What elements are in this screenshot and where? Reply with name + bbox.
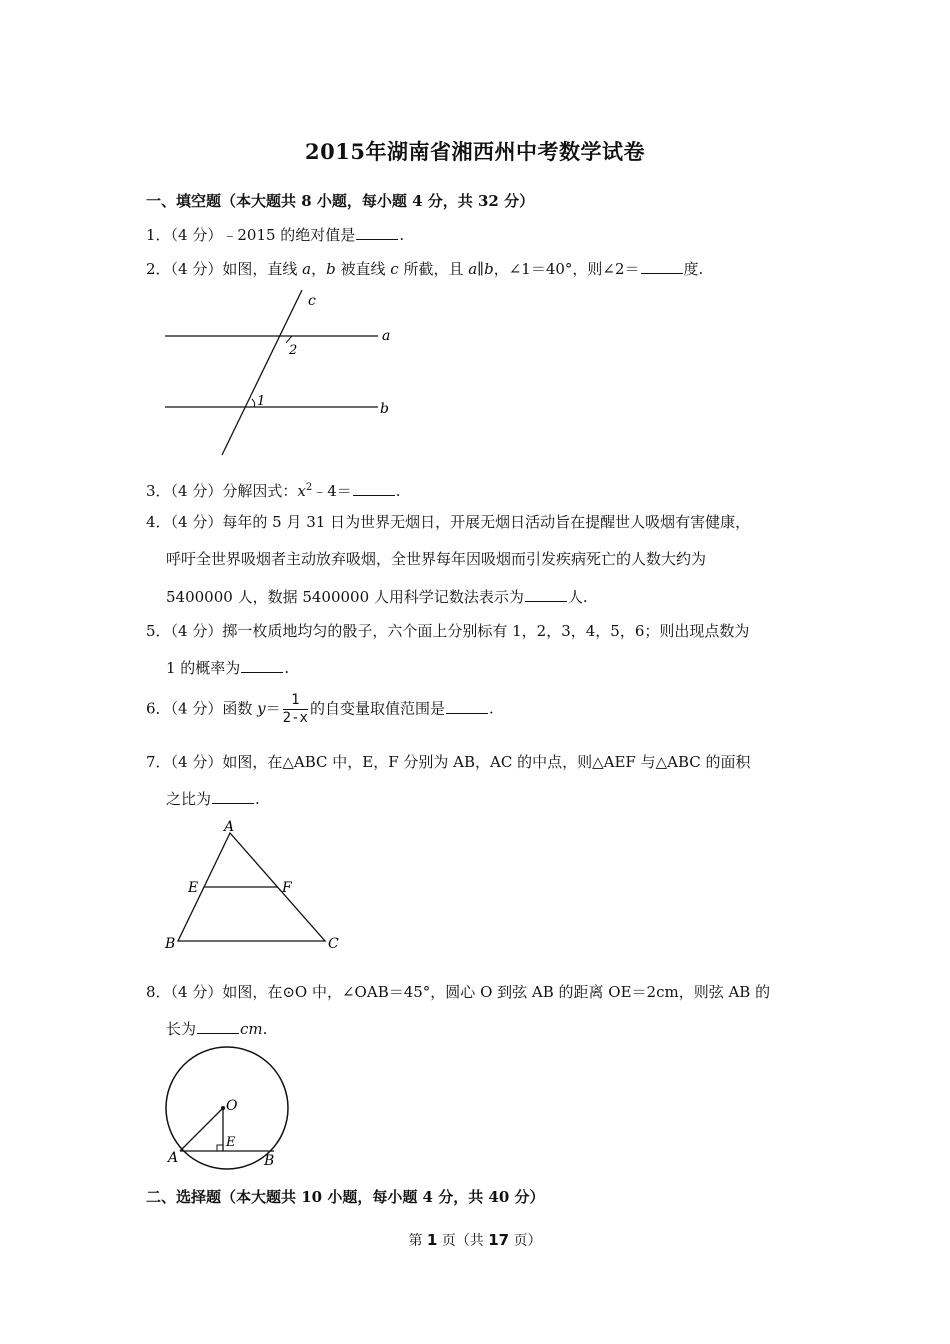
question-number: 8． — [146, 983, 171, 1001]
label-b: b — [380, 401, 389, 417]
exponent: 2 — [305, 482, 313, 493]
total-pages: 17 — [488, 1231, 510, 1249]
question-8-line-2 — [166, 1019, 267, 1039]
angle-2-arc — [286, 336, 292, 343]
equals-sign: ＝ — [265, 699, 281, 718]
question-text-line-1: 每年的 5 月 31 日为世界无烟日，开展无烟日活动旨在提醒世人吸烟有害健康， — [222, 513, 751, 531]
label-A: A — [224, 819, 235, 835]
question-number: 1． — [146, 226, 171, 244]
answer-blank[interactable] — [197, 1019, 239, 1034]
question-text: ﹣4＝ — [312, 482, 352, 500]
question-6 — [146, 692, 494, 727]
question-7-line-2 — [166, 789, 260, 809]
separator: ， — [311, 260, 327, 278]
var-y: y — [257, 699, 266, 718]
question-end: 度. — [683, 260, 704, 278]
line-c — [222, 290, 302, 455]
question-text: 5400000 人，数据 5400000 人用科学记数法表示为 — [166, 588, 524, 606]
angle-1-arc — [252, 399, 255, 407]
fraction — [283, 692, 308, 727]
footer-text: 页（共 — [437, 1233, 489, 1249]
question-text: 的自变量取值范围是 — [309, 699, 445, 718]
section-heading-multiple-choice: 二、选择题（本大题共 10 小题，每小题 4 分，共 40 分） — [146, 1188, 545, 1206]
question-text-line-1: 掷一枚质地均匀的骰子，六个面上分别标有 1，2，3，4，5，6；则出现点数为 — [222, 622, 750, 640]
var-b: b — [326, 260, 336, 278]
question-score: （4 分） — [170, 699, 223, 718]
var-a: a — [302, 260, 312, 278]
label-B: B — [165, 936, 176, 952]
question-score: （4 分） — [170, 226, 223, 244]
question-1 — [146, 225, 404, 245]
label-E: E — [188, 880, 199, 896]
label-B: B — [264, 1153, 275, 1169]
question-5 — [146, 621, 749, 641]
question-text: 1 的概率为 — [166, 659, 241, 677]
question-end: . — [284, 659, 290, 677]
circle-figure — [160, 1045, 310, 1175]
question-text: 分解因式： — [222, 482, 298, 500]
parallel-lines-figure — [160, 285, 410, 460]
label-A: A — [168, 1150, 179, 1166]
question-5-line-2 — [166, 658, 289, 678]
label-E: E — [226, 1135, 236, 1150]
question-score: （4 分） — [170, 513, 223, 531]
triangle-figure — [160, 815, 350, 955]
question-text: 之比为 — [166, 790, 212, 808]
question-end: . — [255, 790, 260, 808]
question-score: （4 分） — [170, 622, 223, 640]
question-end: . — [262, 1020, 268, 1038]
var-x: x — [297, 482, 306, 500]
question-end: 人. — [567, 588, 588, 606]
question-8 — [146, 982, 770, 1002]
question-7 — [146, 752, 751, 772]
center-point — [221, 1106, 225, 1110]
current-page: 1 — [426, 1231, 438, 1249]
label-O: O — [226, 1098, 238, 1114]
question-3 — [146, 478, 401, 501]
question-text: 如图，直线 — [222, 260, 303, 278]
section-heading-fill-blank: 一、填空题（本大题共 8 小题，每小题 4 分，共 32 分） — [146, 192, 535, 210]
answer-blank[interactable] — [525, 587, 567, 602]
footer-text: 第 — [408, 1233, 427, 1249]
question-4-line-2: 呼吁全世界吸烟者主动放弃吸烟，全世界每年因吸烟而引发疾病死亡的人数大约为 — [166, 550, 707, 568]
fraction-numerator: 1 — [283, 692, 308, 710]
footer-text: 页） — [509, 1233, 542, 1249]
question-text: 所截，且 — [398, 260, 469, 278]
label-angle-1: 1 — [257, 394, 266, 409]
question-end: . — [488, 699, 494, 718]
label-angle-2: 2 — [289, 343, 298, 358]
page-footer — [0, 1230, 950, 1250]
parallel-expr: a∥b — [468, 260, 494, 278]
label-c: c — [308, 293, 316, 309]
question-number: 3． — [146, 482, 171, 500]
question-score: （4 分） — [170, 260, 223, 278]
var-c: c — [390, 260, 399, 278]
question-text: 长为 — [166, 1020, 197, 1038]
question-number: 4． — [146, 513, 171, 531]
answer-blank[interactable] — [353, 481, 395, 496]
question-text: ，∠1＝40°，则∠2＝ — [493, 260, 640, 278]
page-title: 2015年湖南省湘西州中考数学试卷 — [305, 139, 645, 164]
question-score: （4 分） — [170, 753, 223, 771]
label-C: C — [328, 936, 339, 952]
unit-cm: cm — [240, 1020, 263, 1038]
label-a: a — [382, 328, 391, 344]
question-4-line-3 — [166, 587, 588, 607]
question-text: 被直线 — [335, 260, 391, 278]
question-end: . — [395, 482, 401, 500]
question-number: 6． — [146, 699, 171, 718]
label-F: F — [282, 880, 292, 896]
question-text-line-1: 如图，在⊙O 中，∠OAB＝45°，圆心 O 到弦 AB 的距离 OE＝2cm，则弦 AB 的 — [222, 983, 771, 1001]
answer-blank[interactable] — [446, 699, 488, 714]
question-text-line-1: 如图，在△ABC 中，E，F 分别为 AB，AC 的中点，则△AEF 与△ABC 的面积 — [222, 753, 751, 771]
question-text: 函数 — [222, 699, 258, 718]
answer-blank[interactable] — [212, 789, 254, 804]
question-2 — [146, 259, 703, 279]
question-score: （4 分） — [170, 482, 223, 500]
question-text: ﹣2015 的绝对值是 — [222, 226, 356, 244]
answer-blank[interactable] — [641, 259, 683, 274]
question-score: （4 分） — [170, 983, 223, 1001]
question-number: 5． — [146, 622, 171, 640]
question-number: 7． — [146, 753, 171, 771]
fraction-denominator: 2-x — [282, 710, 308, 726]
question-number: 2． — [146, 260, 171, 278]
question-4 — [146, 512, 750, 532]
answer-blank[interactable] — [241, 658, 283, 673]
right-angle-mark — [217, 1145, 223, 1151]
question-end: . — [399, 226, 405, 244]
answer-blank[interactable] — [356, 225, 398, 240]
